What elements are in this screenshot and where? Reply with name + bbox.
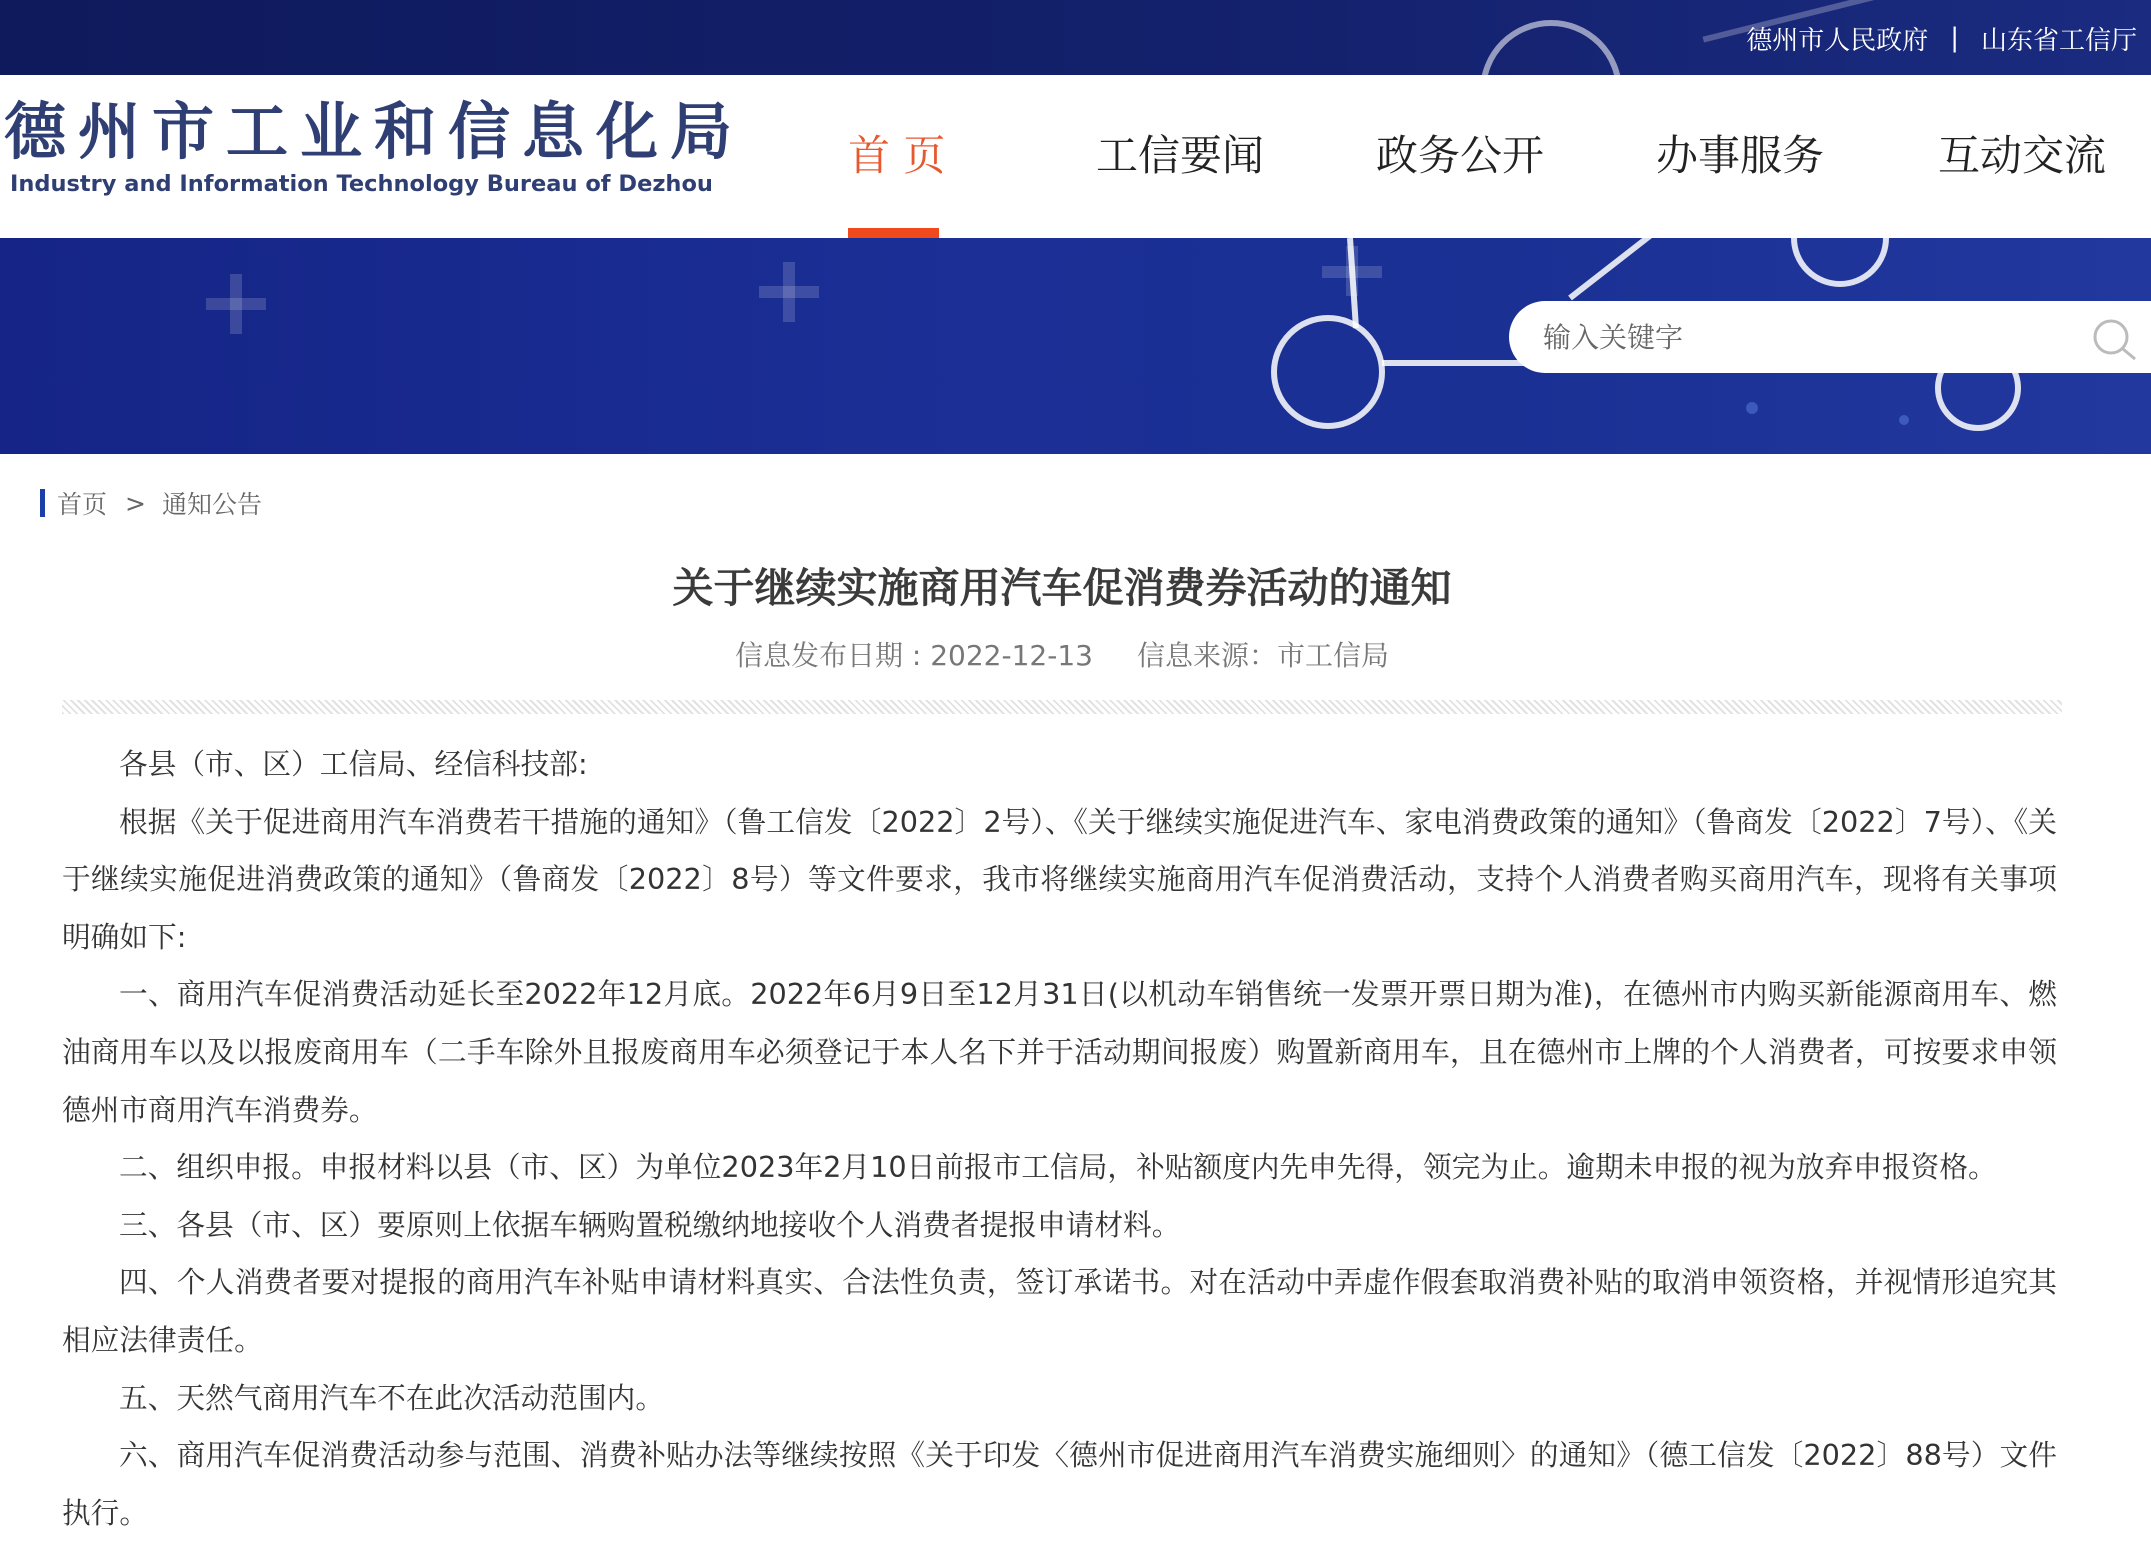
article-paragraph: 五、天然气商用汽车不在此次活动范围内。 [119, 1380, 665, 1415]
logo-chinese-title: 德州市工业和信息化局 [4, 95, 745, 168]
decorative-circle [1480, 20, 1622, 75]
article-paragraph: 一、商用汽车促消费活动延长至2022年12月底。2022年6月9日至12月31日(以机动车销售统一发票开票日期为准)，在德州市内购买新能源商用车、燃油商用车以及以报废商用车（二手车除外且报废商用车必须登记于本人名下并于活动期间报废）购置新商用车，且在德州市上牌的个人消费者，可按要求申领德州市商用汽车消费券。 [62, 977, 2057, 1127]
article-paragraph: 各县（市、区）工信局、经信科技部: [119, 747, 588, 781]
article-meta [62, 634, 2062, 674]
article-body [62, 736, 2057, 1542]
article-paragraph: 根据《关于促进商用汽车消费若干措施的通知》（鲁工信发〔2022〕2号）、《关于继续实施促进汽车、家电消费政策的通知》（鲁商发〔2022〕7号）、《关于继续实施促进消费政策的通知》（鲁商发〔2022〕8号）等文件要求，我市将继续实施商用汽车促消费活动，支持个人消费者购买商用汽车，现将有关事项明确如下: [62, 804, 2057, 954]
link-shandong-miit[interactable]: 山东省工信厅 [1980, 25, 2137, 56]
top-links-separator: | [1950, 23, 1959, 53]
banner [0, 238, 2151, 454]
nav-item-services[interactable]: 办事服务 [1656, 131, 1825, 180]
article-title: 关于继续实施商用汽车促消费券活动的通知 [672, 564, 1452, 612]
top-links [1746, 20, 2137, 56]
nav-item-news[interactable]: 工信要闻 [1096, 131, 1265, 180]
breadcrumb-home[interactable]: 首页 [57, 490, 108, 519]
nav-item-home[interactable]: 首 页 [848, 131, 946, 180]
article-source: 信息来源：市工信局 [1136, 639, 1389, 672]
logo-english-title: Industry and Information Technology Bureau of Dezhou [10, 171, 713, 197]
search-icon[interactable] [2091, 317, 2139, 361]
article-paragraph: 二、组织申报。申报材料以县（市、区）为单位2023年2月10日前报市工信局，补贴额度内先申先得，领完为止。逾期未申报的视为放弃申报资格。 [119, 1150, 1997, 1185]
search-box [1509, 301, 2151, 373]
main-nav [0, 75, 2151, 238]
site-header [0, 75, 2151, 238]
breadcrumb-current[interactable]: 通知公告 [161, 490, 262, 519]
nav-item-interaction[interactable]: 互动交流 [1938, 131, 2107, 180]
breadcrumb-separator: > [125, 488, 146, 518]
breadcrumb [40, 487, 262, 519]
top-strip [0, 0, 2151, 75]
link-dezhou-gov[interactable]: 德州市人民政府 [1746, 25, 1929, 56]
article-paragraph: 三、各县（市、区）要原则上依据车辆购置税缴纳地接收个人消费者提报申请材料。 [119, 1207, 1181, 1242]
nav-active-indicator [848, 228, 939, 238]
nav-item-public-affairs[interactable]: 政务公开 [1376, 131, 1545, 180]
title-divider [62, 700, 2062, 714]
publish-date: 信息发布日期 : 2022-12-13 [735, 639, 1093, 672]
breadcrumb-marker [40, 489, 45, 517]
article-paragraph: 四、个人消费者要对提报的商用汽车补贴申请材料真实、合法性负责，签订承诺书。对在活动中弄虚作假套取消费补贴的取消申领资格，并视情形追究其相应法律责任。 [62, 1265, 2057, 1357]
search-input[interactable] [1541, 308, 2065, 366]
article-paragraph: 六、商用汽车促消费活动参与范围、消费补贴办法等继续按照《关于印发〈德州市促进商用汽车消费实施细则〉的通知》（德工信发〔2022〕88号）文件执行。 [62, 1438, 2057, 1530]
